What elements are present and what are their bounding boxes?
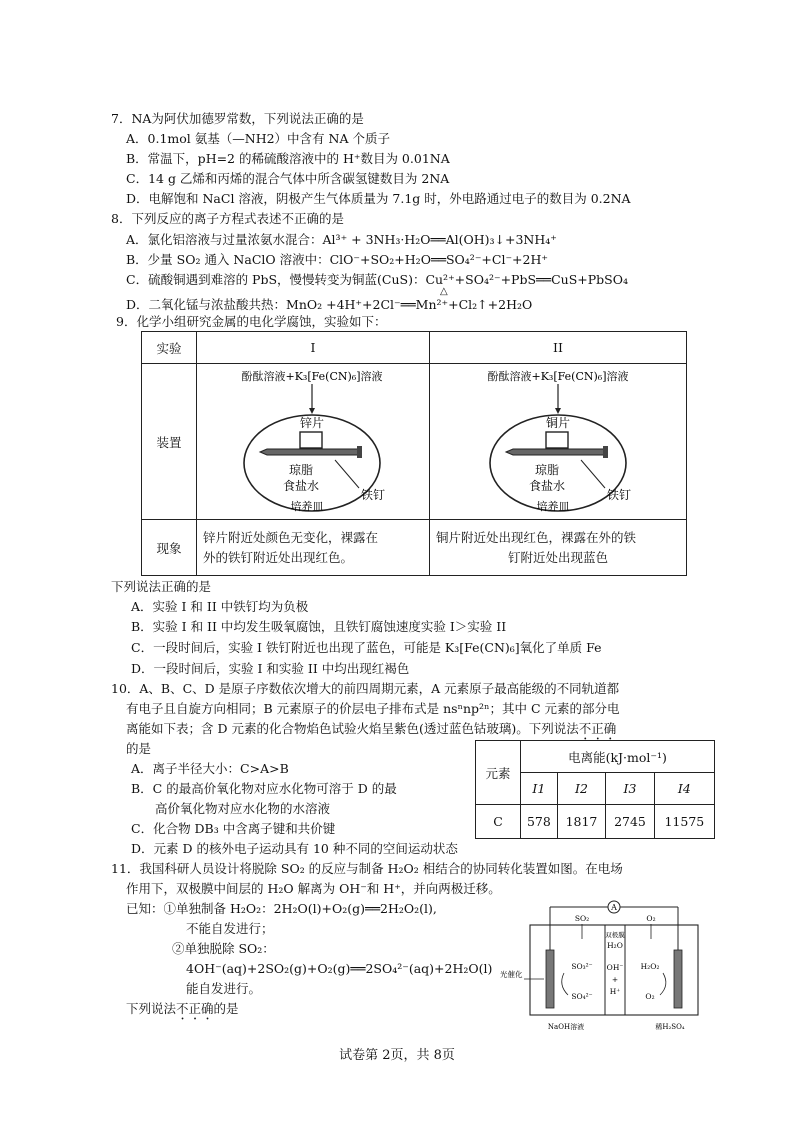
q10-line4: 的是 bbox=[126, 741, 152, 756]
q9-option-c: C．一段时间后，实验 I 铁钉附近也出现了蓝色，可能是 K₃[Fe(CN)₆]氧化了单质 Fe bbox=[131, 640, 602, 655]
q11-equation-b: 能自发进行。 bbox=[186, 981, 262, 996]
zinc-plate bbox=[300, 432, 322, 448]
q7-option-a: A．0.1mol 氨基（—NH2）中含有 NA 个质子 bbox=[126, 131, 390, 146]
experiment-1-diagram bbox=[197, 364, 427, 516]
naoh-label: NaOH溶液 bbox=[547, 1023, 585, 1031]
q10-option-a: A．离子半径大小：C>A>B bbox=[131, 761, 289, 776]
drop-arrowhead-1 bbox=[309, 408, 315, 414]
salt-label-1: 食盐水 bbox=[282, 479, 320, 493]
q9-after: 下列说法正确的是 bbox=[111, 579, 212, 594]
light-label: 光催化 bbox=[500, 970, 523, 979]
left-curve-arrow bbox=[562, 973, 568, 995]
ionization-energy-table bbox=[475, 740, 715, 839]
so2-label: SO₂ bbox=[574, 914, 590, 923]
device-cell-2 bbox=[430, 364, 687, 520]
row-label-c: C bbox=[476, 805, 521, 839]
q10-option-b1: B．C 的最高价氧化物对应水化物可溶于 D 的最 bbox=[131, 781, 397, 796]
reagent-label-2: 酚酞溶液+K₃[Fe(CN)₆]溶液 bbox=[487, 370, 629, 383]
heat-symbol: △ bbox=[440, 286, 448, 297]
row-label-phenomenon: 现象 bbox=[142, 520, 197, 576]
nail-pointer-1 bbox=[335, 460, 359, 488]
q9-experiment-table bbox=[141, 331, 687, 576]
q8-stem: 8．下列反应的离子方程式表述不正确的是 bbox=[111, 211, 344, 226]
q8-option-c: C．硫酸铜遇到难溶的 PbS，慢慢转变为铜蓝(CuS)：Cu²⁺+SO₄²⁻+PbS══CuS+PbSO₄ bbox=[126, 272, 628, 287]
q10-line3-text: 离能如下表；含 D 元素的化合物焰色试验火焰呈紫色(透过蓝色钴玻璃)。下列说法 bbox=[126, 721, 579, 736]
zinc-label: 锌片 bbox=[299, 416, 325, 430]
row-label-device: 装置 bbox=[142, 364, 197, 520]
nail-head-2 bbox=[603, 446, 608, 458]
drop-arrowhead-2 bbox=[555, 408, 561, 414]
copper-plate bbox=[546, 432, 568, 448]
dish-label-2: 培养皿 bbox=[536, 500, 570, 513]
col-i2: I2 bbox=[557, 773, 606, 805]
q10-emphasis: 不正确 bbox=[578, 721, 617, 736]
q8-option-a: A．氯化铝溶液与过量浓氨水混合：Al³⁺ + 3NH₃·H₂O══Al(OH)₃↓+3NH₄⁺ bbox=[126, 232, 557, 247]
iron-nail-1 bbox=[260, 449, 359, 455]
dish-label-1: 培养皿 bbox=[290, 500, 324, 513]
right-curve-arrow bbox=[660, 973, 666, 995]
left-electrode bbox=[546, 950, 554, 1008]
phenomenon-cell-1 bbox=[197, 520, 430, 576]
q7-option-d: D．电解饱和 NaCl 溶液，阴极产生气体质量为 7.1g 时，外电路通过电子的数目为 0.2NA bbox=[126, 191, 631, 206]
salt-label-2: 食盐水 bbox=[528, 479, 566, 493]
q8-option-d: D．二氧化锰与浓盐酸共热：MnO₂ +4H⁺+2Cl⁻══Mn²⁺+Cl₂↑+2H₂O bbox=[126, 297, 533, 312]
value-i2: 1817 bbox=[557, 805, 606, 839]
q10-option-c: C．化合物 DB₃ 中含离子键和共价键 bbox=[131, 821, 336, 836]
so4-label: SO₄²⁻ bbox=[571, 992, 593, 1001]
q10-option-d: D．元素 D 的核外电子运动具有 10 种不同的空间运动状态 bbox=[131, 841, 458, 856]
agar-label-2: 琼脂 bbox=[534, 463, 560, 477]
device-cell-1 bbox=[197, 364, 430, 520]
q11-emphasis: 不正确 bbox=[176, 1001, 214, 1016]
q10-line2: 有电子且自旋方向相同；B 元素原子的价层电子排布式是 nsⁿnp²ⁿ；其中 C 元素的部分电 bbox=[126, 701, 620, 716]
phenomenon-2-line2: 钉附近处出现蓝色 bbox=[507, 549, 608, 565]
page-footer: 试卷第 2页，共 8页 bbox=[339, 1048, 455, 1063]
iron-nail-2 bbox=[506, 449, 605, 455]
phenomenon-2-line1: 铜片附近处出现红色，裸露在外的铁 bbox=[436, 529, 637, 545]
q9-option-a: A．实验 I 和 II 中铁钉均为负极 bbox=[131, 599, 309, 614]
nail-head-1 bbox=[357, 446, 362, 458]
col-i1: I1 bbox=[521, 773, 558, 805]
q11-known1: 已知：①单独制备 H₂O₂：2H₂O(l)+O₂(g)══2H₂O₂(l), bbox=[126, 901, 437, 916]
electrolysis-diagram bbox=[500, 895, 730, 1035]
q9-option-d: D．一段时间后，实验 I 和实验 II 中均出现红褐色 bbox=[131, 661, 410, 676]
q10-line1: 10．A、B、C、D 是原子序数依次增大的前四周期元素，A 元素原子最高能级的不同轨道都 bbox=[111, 681, 620, 696]
oh-label: OH⁻ bbox=[606, 963, 624, 972]
q9-stem: 9．化学小组研究金属的电化学腐蚀，实验如下： bbox=[116, 314, 387, 329]
value-i4: 11575 bbox=[654, 805, 714, 839]
table-energy-head: 电离能(kJ·mol⁻¹) bbox=[521, 741, 715, 773]
reagent-label-1: 酚酞溶液+K₃[Fe(CN)₆]溶液 bbox=[241, 370, 383, 383]
o2b-label: O₂ bbox=[645, 992, 655, 1001]
q11-known1b: 不能自发进行； bbox=[186, 921, 274, 936]
experiment-2-diagram bbox=[430, 364, 686, 516]
q8-option-b: B．少量 SO₂ 通入 NaClO 溶液中：ClO⁻+SO₂+H₂O══SO₄²⁻+Cl⁻+2H⁺ bbox=[126, 252, 548, 267]
q11-ask-pre: 下列说法 bbox=[126, 1001, 177, 1016]
h2o2-label: H₂O₂ bbox=[640, 962, 660, 971]
q9-option-b: B．实验 I 和 II 中均发生吸氧腐蚀，且铁钉腐蚀速度实验 I＞实验 II bbox=[131, 619, 507, 634]
nail-pointer-2 bbox=[581, 460, 605, 488]
nail-label-1: 铁钉 bbox=[360, 488, 386, 502]
agar-label-1: 琼脂 bbox=[288, 463, 314, 477]
q11-equation: 4OH⁻(aq)+2SO₂(g)+O₂(g)══2SO₄²⁻(aq)+2H₂O(l) bbox=[186, 961, 493, 976]
phenomenon-1-line2: 外的铁钉附近处出现红色。 bbox=[203, 549, 354, 565]
right-electrode bbox=[674, 950, 682, 1008]
q11-line1: 11．我国科研人员设计将脱除 SO₂ 的反应与制备 H₂O₂ 相结合的协同转化装置如图。在电场 bbox=[111, 861, 623, 876]
o2-label: O₂ bbox=[646, 914, 656, 923]
table-element-head: 元素 bbox=[476, 741, 521, 805]
value-i3: 2745 bbox=[606, 805, 655, 839]
nail-label-2: 铁钉 bbox=[606, 488, 632, 502]
q11-ask bbox=[126, 1000, 239, 1023]
q7-option-c: C．14 g 乙烯和丙烯的混合气体中所含碳氢键数目为 2NA bbox=[126, 171, 450, 186]
q7-stem: 7．NA为阿伏加德罗常数，下列说法正确的是 bbox=[111, 111, 364, 126]
h2o-label: H₂O bbox=[607, 941, 623, 950]
h-label: H⁺ bbox=[609, 987, 621, 996]
table-head-experiment: 实验 bbox=[142, 332, 197, 364]
phenomenon-1-line1: 锌片附近处颜色无变化，裸露在 bbox=[203, 529, 379, 545]
copper-label: 铜片 bbox=[545, 416, 571, 430]
ammeter-label: A bbox=[611, 903, 617, 912]
table-head-exp1: I bbox=[197, 332, 430, 364]
value-i1: 578 bbox=[521, 805, 558, 839]
q10-option-b2: 高价氧化物对应水化物的水溶液 bbox=[155, 801, 331, 816]
bipolar-label: 双极膜 bbox=[605, 931, 625, 939]
q11-line2: 作用下，双极膜中间层的 H₂O 解离为 OH⁻和 H⁺，并向两极迁移。 bbox=[126, 881, 501, 896]
q7-option-b: B．常温下，pH=2 的稀硫酸溶液中的 H⁺数目为 0.01NA bbox=[126, 151, 450, 166]
col-i3: I3 bbox=[606, 773, 655, 805]
q11-known2: ②单独脱除 SO₂： bbox=[172, 941, 275, 956]
plus-label: + bbox=[611, 975, 619, 984]
h2so4-label: 稀H₂SO₄ bbox=[655, 1023, 685, 1031]
col-i4: I4 bbox=[654, 773, 714, 805]
so3-label: SO₃²⁻ bbox=[571, 962, 593, 971]
q11-ask-post: 的是 bbox=[213, 1001, 239, 1016]
phenomenon-cell-2 bbox=[430, 520, 687, 576]
table-head-exp2: II bbox=[430, 332, 687, 364]
